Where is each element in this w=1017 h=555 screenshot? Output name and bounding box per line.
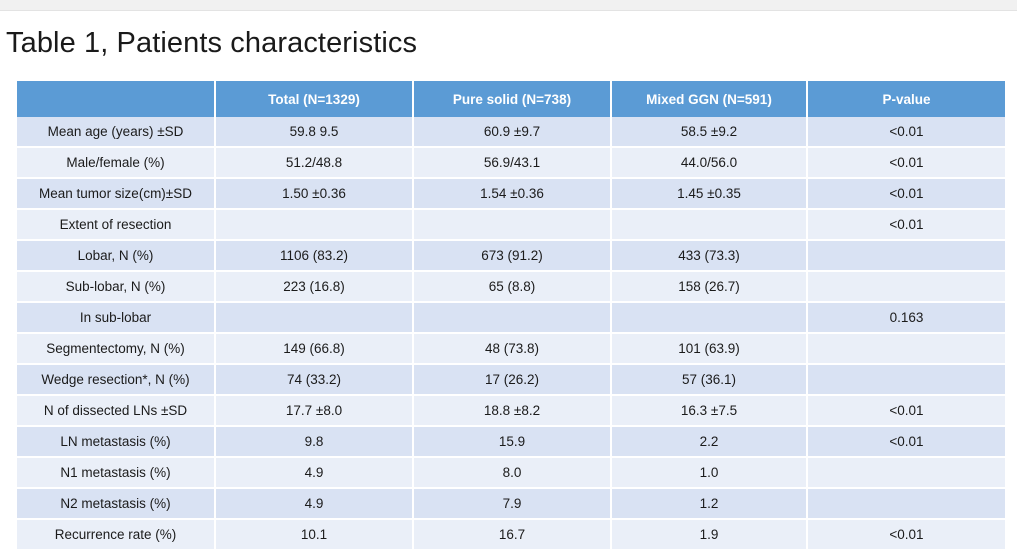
row-value-pvalue: <0.01 [807,178,1005,209]
header-cell-pvalue: P-value [807,81,1005,117]
row-value-mixed-ggn: 1.9 [611,519,807,550]
row-value-pure-solid [413,302,611,333]
table-row [17,302,1005,333]
table-row [17,457,1005,488]
row-value-total: 4.9 [215,488,413,519]
row-label: LN metastasis (%) [17,426,215,457]
table-row [17,395,1005,426]
row-value-pure-solid: 60.9 ±9.7 [413,117,611,147]
row-label: Mean age (years) ±SD [17,117,215,147]
row-value-pure-solid: 15.9 [413,426,611,457]
row-label: Recurrence rate (%) [17,519,215,550]
row-value-mixed-ggn: 1.2 [611,488,807,519]
row-value-pvalue: 0.163 [807,302,1005,333]
row-value-mixed-ggn: 44.0/56.0 [611,147,807,178]
slide-canvas [0,11,1017,555]
row-value-mixed-ggn: 158 (26.7) [611,271,807,302]
row-value-pvalue [807,240,1005,271]
row-value-total: 149 (66.8) [215,333,413,364]
row-value-mixed-ggn: 58.5 ±9.2 [611,117,807,147]
row-value-mixed-ggn: 101 (63.9) [611,333,807,364]
row-value-pvalue: <0.01 [807,209,1005,240]
row-value-pvalue [807,488,1005,519]
row-value-pure-solid: 16.7 [413,519,611,550]
header-cell-pure-solid: Pure solid (N=738) [413,81,611,117]
row-value-mixed-ggn: 433 (73.3) [611,240,807,271]
table-row [17,147,1005,178]
table-row [17,333,1005,364]
row-value-pvalue [807,457,1005,488]
header-cell-0 [17,81,215,117]
table-header-row [17,81,1005,117]
row-value-total: 1.50 ±0.36 [215,178,413,209]
row-value-pure-solid: 8.0 [413,457,611,488]
row-value-total [215,302,413,333]
row-label: Extent of resection [17,209,215,240]
table-row [17,271,1005,302]
row-label: In sub-lobar [17,302,215,333]
patients-characteristics-table [17,81,1005,551]
row-label: Wedge resection*, N (%) [17,364,215,395]
row-value-pure-solid: 17 (26.2) [413,364,611,395]
row-value-pure-solid: 7.9 [413,488,611,519]
row-label: Male/female (%) [17,147,215,178]
row-value-mixed-ggn: 1.0 [611,457,807,488]
header-cell-mixed-ggn: Mixed GGN (N=591) [611,81,807,117]
row-value-total: 51.2/48.8 [215,147,413,178]
row-value-total: 9.8 [215,426,413,457]
row-value-total: 59.8 9.5 [215,117,413,147]
row-value-pvalue: <0.01 [807,117,1005,147]
table-row [17,488,1005,519]
table-row [17,426,1005,457]
row-label: Mean tumor size(cm)±SD [17,178,215,209]
header-cell-total: Total (N=1329) [215,81,413,117]
row-value-pvalue: <0.01 [807,395,1005,426]
row-label: N1 metastasis (%) [17,457,215,488]
row-value-pure-solid: 18.8 ±8.2 [413,395,611,426]
row-label: Sub-lobar, N (%) [17,271,215,302]
row-value-mixed-ggn: 57 (36.1) [611,364,807,395]
row-value-pvalue [807,364,1005,395]
row-value-mixed-ggn [611,302,807,333]
row-value-pvalue [807,271,1005,302]
row-value-total: 10.1 [215,519,413,550]
row-value-total: 17.7 ±8.0 [215,395,413,426]
table-row [17,117,1005,147]
row-value-total: 1106 (83.2) [215,240,413,271]
table-row [17,519,1005,550]
row-value-pvalue: <0.01 [807,426,1005,457]
row-value-pure-solid: 673 (91.2) [413,240,611,271]
row-label: N2 metastasis (%) [17,488,215,519]
window-top-strip [0,0,1017,11]
table-row [17,209,1005,240]
row-value-mixed-ggn [611,209,807,240]
row-value-pure-solid: 56.9/43.1 [413,147,611,178]
row-value-pvalue [807,333,1005,364]
row-label: Segmentectomy, N (%) [17,333,215,364]
row-label: N of dissected LNs ±SD [17,395,215,426]
row-value-total: 4.9 [215,457,413,488]
row-value-pure-solid: 65 (8.8) [413,271,611,302]
row-value-pure-solid: 1.54 ±0.36 [413,178,611,209]
row-label: Lobar, N (%) [17,240,215,271]
row-value-total [215,209,413,240]
row-value-total: 74 (33.2) [215,364,413,395]
row-value-pvalue: <0.01 [807,519,1005,550]
table-row [17,364,1005,395]
row-value-pure-solid [413,209,611,240]
table-row [17,178,1005,209]
row-value-pvalue: <0.01 [807,147,1005,178]
table-row [17,240,1005,271]
row-value-pure-solid: 48 (73.8) [413,333,611,364]
row-value-mixed-ggn: 2.2 [611,426,807,457]
row-value-mixed-ggn: 1.45 ±0.35 [611,178,807,209]
page-title: Table 1, Patients characteristics [6,27,418,59]
row-value-total: 223 (16.8) [215,271,413,302]
row-value-mixed-ggn: 16.3 ±7.5 [611,395,807,426]
